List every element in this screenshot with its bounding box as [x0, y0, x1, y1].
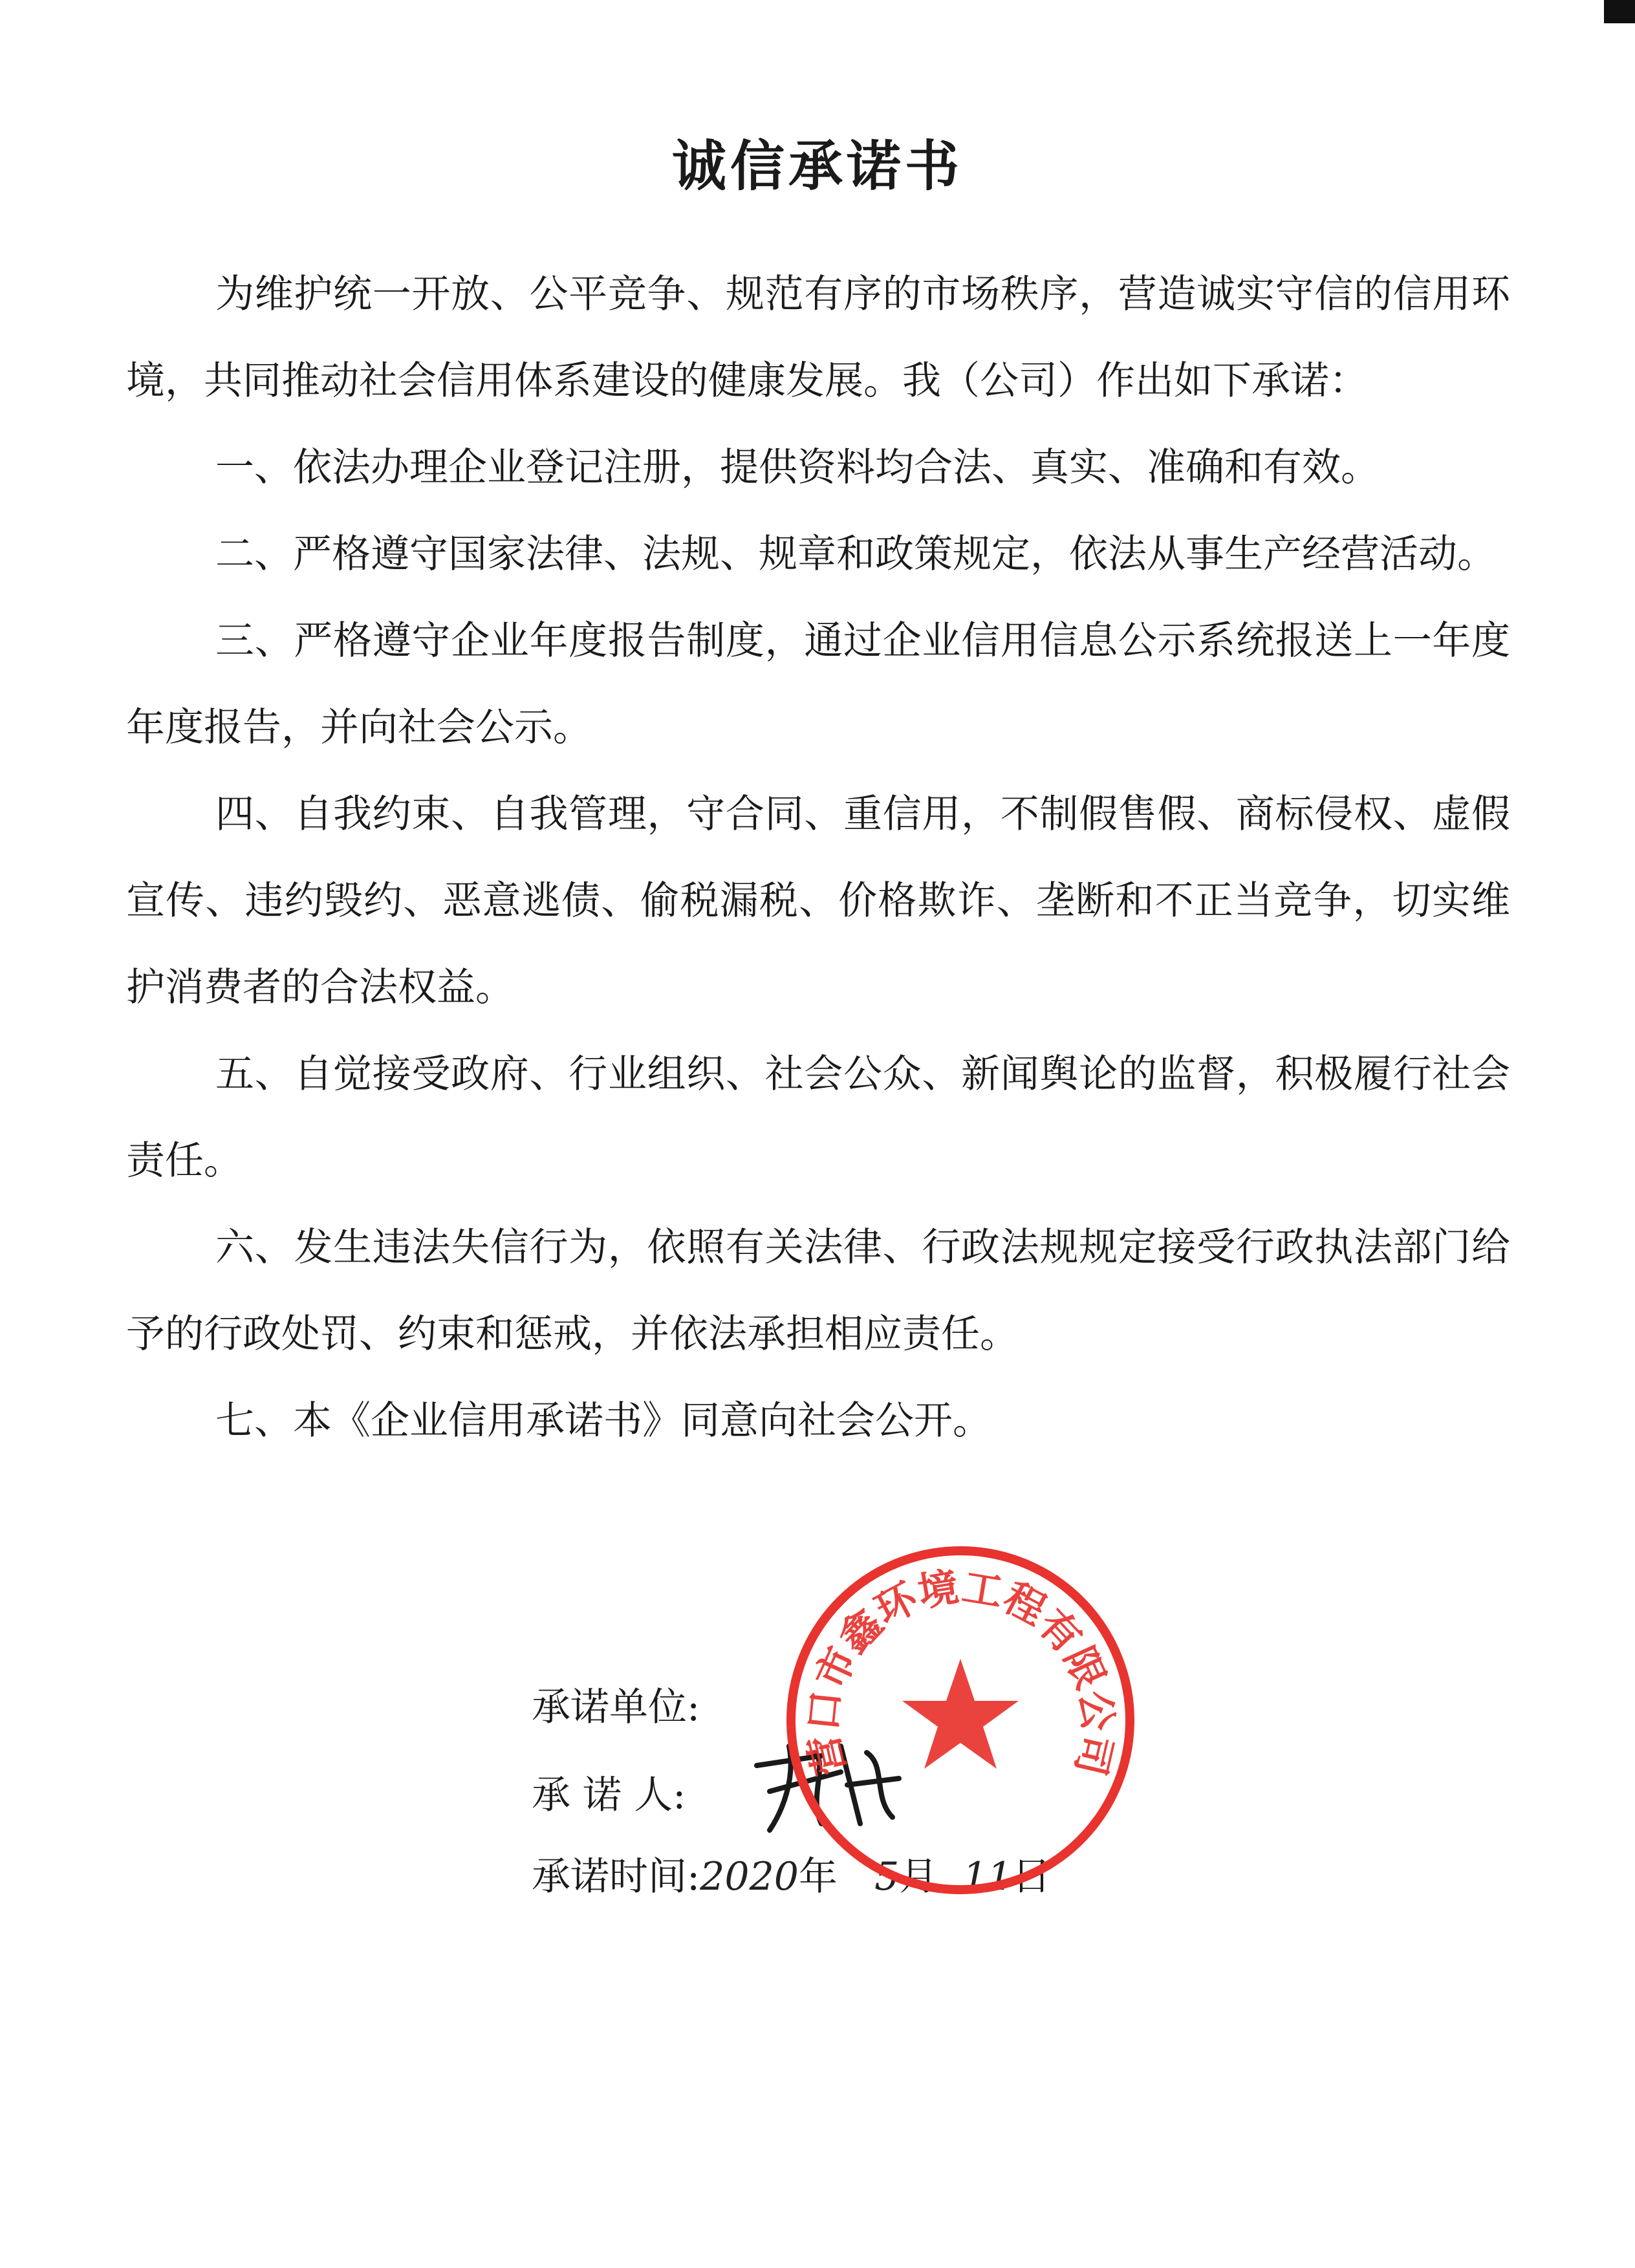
date-year: 2020 [700, 1854, 799, 1899]
date-day-unit: 日 [1012, 1854, 1051, 1899]
date-day: 11 [962, 1854, 1012, 1899]
commitment-item-5: 五、自觉接受政府、行业组织、社会公众、新闻舆论的监督，积极履行社会责任。 [126, 1052, 1510, 1183]
committing-person-label: 承 诺 人: [532, 1773, 686, 1818]
commitment-item-2: 二、严格遵守国家法律、法规、规章和政策规定，依法从事生产经营活动。 [215, 532, 1496, 577]
commitment-item-7: 七、本《企业信用承诺书》同意向社会公开。 [215, 1398, 991, 1443]
commitment-item-1: 一、依法办理企业登记注册，提供资料均合法、真实、准确和有效。 [215, 445, 1380, 490]
commitment-item-4: 四、自我约束、自我管理，守合同、重信用，不制假售假、商标侵权、虚假宣传、违约毁约、恶意逃债、偷税漏税、价格欺诈、垄断和不正当竞争，切实维护消费者的合法权益。 [126, 792, 1510, 1010]
page-title: 诚信承诺书 [671, 135, 963, 198]
document-body [126, 251, 1510, 1464]
svg-text:营口市鑫环境工程有限公司: 营口市鑫环境工程有限公司 [799, 1562, 1122, 1780]
commitment-item-6: 六、发生违法失信行为，依照有关法律、行政法规规定接受行政执法部门给予的行政处罚、约束和惩戒，并依法承担相应责任。 [126, 1225, 1510, 1357]
seal-star-icon [902, 1659, 1019, 1769]
company-seal-stamp [779, 1539, 1142, 1901]
commitment-item-3: 三、严格遵守企业年度报告制度，通过企业信用信息公示系统报送上一年度年度报告，并向社会公示。 [126, 618, 1510, 750]
intro-paragraph: 为维护统一开放、公平竞争、规范有序的市场秩序，营造诚实守信的信用环境，共同推动社会信用体系建设的健康发展。我（公司）作出如下承诺： [126, 272, 1510, 404]
committing-unit-label: 承诺单位: [532, 1685, 700, 1730]
commitment-date-label: 承诺时间: [532, 1854, 700, 1899]
date-year-unit: 年 [798, 1854, 838, 1899]
date-month: 5 [874, 1854, 900, 1899]
scan-corner-mark [1604, 0, 1635, 23]
date-month-unit: 月 [899, 1854, 938, 1899]
